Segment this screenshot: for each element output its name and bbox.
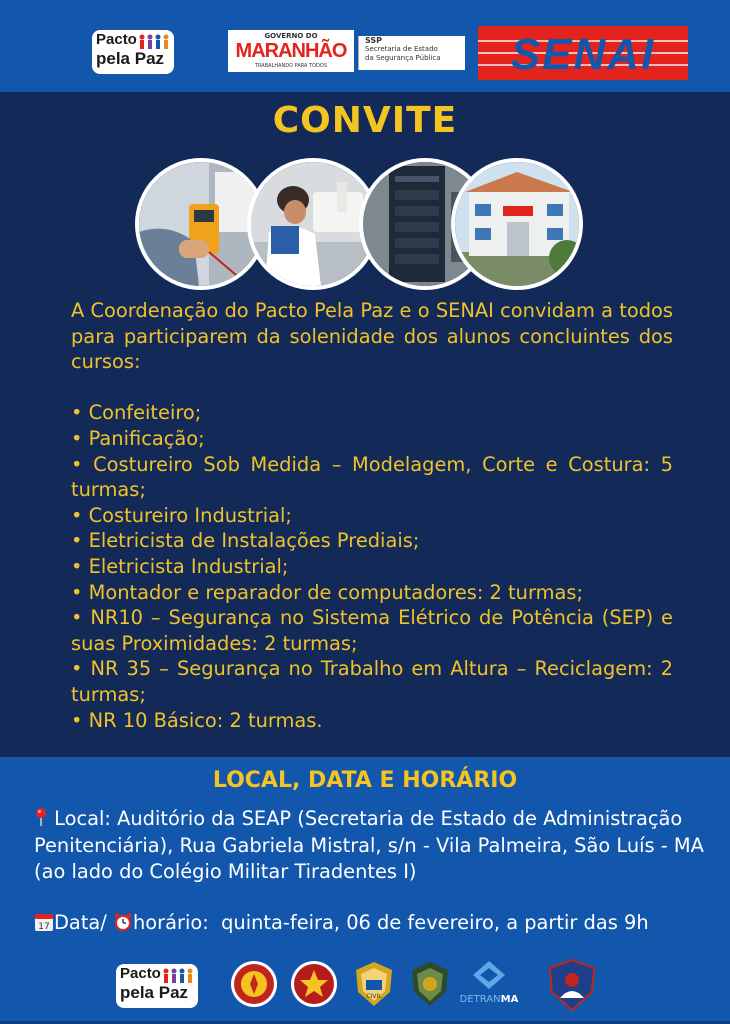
invitation-intro: A Coordenação do Pacto Pela Paz e o SENAI convidam a todos para participarem da solenidade dos alunos concluintes dos cursos: — [71, 299, 673, 374]
senai-wordmark: SENAI — [510, 30, 656, 79]
footer-pacto-line1: Pacto — [120, 965, 161, 982]
footer-logos — [116, 958, 616, 1012]
people-icon — [138, 34, 170, 50]
course-item: • NR10 – Segurança no Sistema Elétrico de Potência (SEP) e suas Proximidades: 2 turmas; — [71, 606, 673, 655]
gov-logo-tagline: TRABALHANDO PARA TODOS — [254, 63, 328, 69]
course-item: • Eletricista de Instalações Prediais; — [71, 529, 420, 553]
photo-senai-building — [451, 158, 583, 290]
calendar-day: 17 — [38, 922, 50, 932]
date-label: Data/ — [54, 911, 107, 934]
header-bar — [0, 0, 730, 92]
invitation-text — [71, 298, 673, 733]
pacto-logo-line1: Pacto — [96, 31, 137, 48]
course-item: • NR 35 – Segurança no Trabalho em Altura – Reciclagem: 2 turmas; — [71, 657, 673, 706]
course-item: • Costureiro Sob Medida – Modelagem, Corte e Costura: 5 turmas; — [71, 452, 673, 502]
detran-suffix: MA — [500, 994, 519, 1005]
shield-people-emblem — [544, 958, 600, 1012]
policia-civil-text: CIVIL — [366, 993, 382, 1000]
location-heading: LOCAL, DATA E HORÁRIO — [212, 768, 518, 793]
gov-logo-name: MARANHÃO — [235, 40, 347, 62]
governo-maranhao-logo — [228, 30, 354, 72]
course-item: • Confeiteiro; — [71, 401, 202, 425]
course-item: • Montador e reparador de computadores: 2 turmas; — [71, 580, 583, 604]
course-item: • Costureiro Industrial; — [71, 503, 292, 527]
detran-text: DETRAN — [459, 994, 501, 1005]
alarm-clock-icon — [113, 912, 133, 932]
gov-logo-top: GOVERNO DO — [264, 32, 318, 40]
ssp-acronym: SSP — [365, 36, 383, 45]
senai-logo — [478, 26, 688, 80]
pacto-pela-paz-logo — [92, 30, 174, 74]
policia-civil-badge — [350, 960, 398, 1008]
ssp-logo — [358, 36, 465, 70]
people-icon — [162, 968, 194, 984]
policia-penal-badge — [406, 960, 454, 1008]
pin-icon — [34, 807, 48, 827]
location-address: Local: Auditório da SEAP (Secretaria de Estado de Administração Penitenciária), Rua Gabriela Mistral, s/n - Vila Palmeira, São Luís - MA (ao lado do Colégio Militar Tiradentes I) — [34, 807, 704, 883]
time-label: horário: — [133, 911, 209, 934]
course-item: • Panificação; — [71, 426, 205, 450]
detran-ma-logo — [456, 960, 522, 1010]
footer-pacto-line2: pela Paz — [120, 983, 189, 1002]
course-item: • Eletricista Industrial; — [71, 554, 289, 578]
page-title: CONVITE — [272, 100, 458, 141]
fire-brigade-emblem — [230, 960, 278, 1008]
footer-pacto-logo — [116, 964, 198, 1008]
date-time-line — [34, 910, 714, 936]
detran-diamond-icon — [472, 960, 506, 990]
course-item: • NR 10 Básico: 2 turmas. — [71, 708, 323, 732]
course-photos — [135, 158, 585, 288]
ssp-line2: da Segurança Pública — [365, 54, 441, 62]
location-text — [34, 806, 714, 886]
ssp-line1: Secretaria de Estado — [365, 45, 438, 53]
calendar-icon — [34, 912, 54, 932]
military-police-emblem — [290, 960, 338, 1008]
pacto-logo-line2: pela Paz — [96, 49, 165, 68]
date-value: quinta-feira, 06 de fevereiro, a partir das 9h — [221, 911, 649, 934]
